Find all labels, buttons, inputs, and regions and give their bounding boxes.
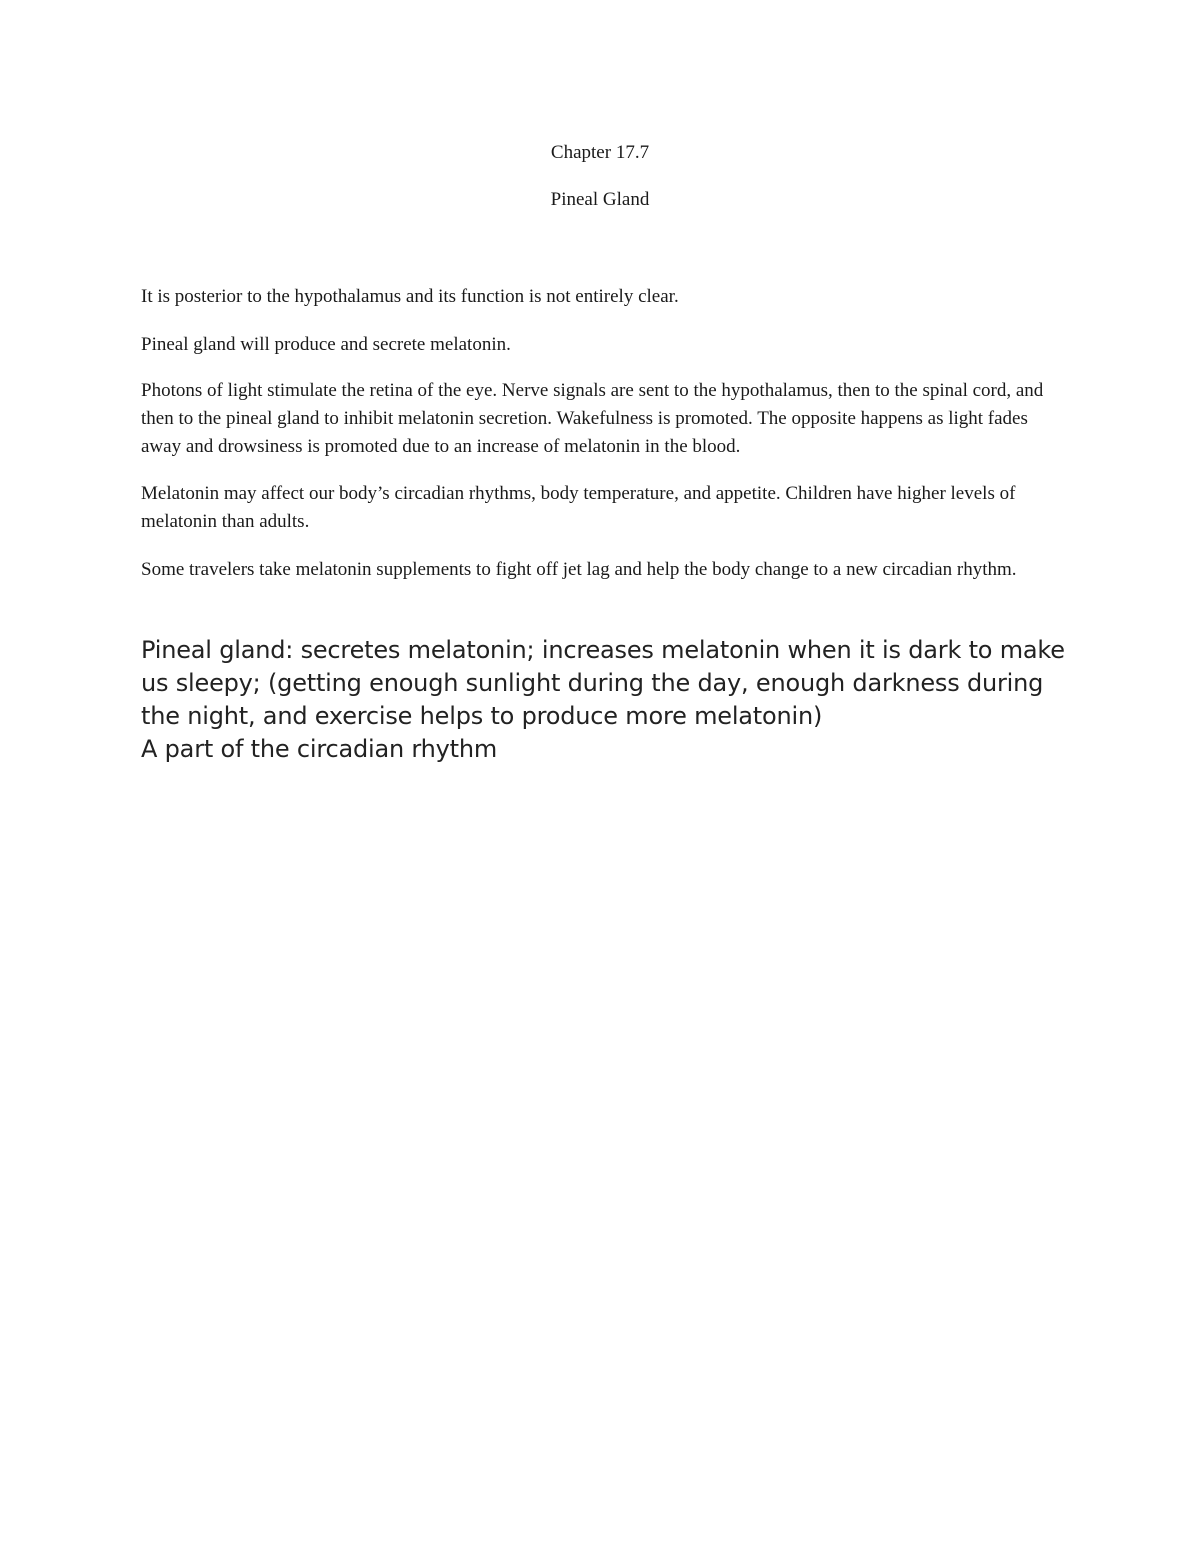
note-circadian: A part of the circadian rhythm <box>141 735 498 763</box>
paragraph-location: It is posterior to the hypothalamus and its function is not entirely clear. <box>141 286 679 307</box>
paragraph-effects: Melatonin may affect our body’s circadian rhythms, body temperature, and appetite. Children have higher levels of melatonin than adults. <box>141 483 1016 532</box>
paragraph-melatonin: Pineal gland will produce and secrete melatonin. <box>141 334 511 355</box>
study-notes <box>141 634 1071 766</box>
chapter-heading: Chapter 17.7 <box>550 142 650 163</box>
note-summary: Pineal gland: secretes melatonin; increases melatonin when it is dark to make us sleepy; (getting enough sunlight during the day, enough darkness during the night, and exercise helps to produce more melatonin) <box>141 636 1065 730</box>
paragraph-light-mechanism: Photons of light stimulate the retina of the eye. Nerve signals are sent to the hypothalamus, then to the spinal cord, and then to the pineal gland to inhibit melatonin secretion. Wakefulness is promoted. The opposite happens as light fades away and drowsiness is promoted due to an increase of melatonin in the blood. <box>141 380 1044 457</box>
paragraph-travelers: Some travelers take melatonin supplements to fight off jet lag and help the body change to a new circadian rhythm. <box>141 559 1017 580</box>
page-title: Pineal Gland <box>550 189 650 210</box>
